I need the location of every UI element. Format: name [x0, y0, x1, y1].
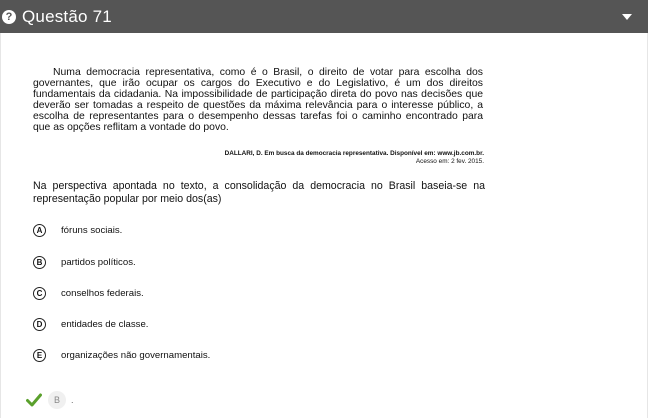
- answer-suffix: .: [71, 395, 74, 405]
- option-letter: D: [33, 318, 46, 331]
- option-text: fóruns sociais.: [61, 224, 123, 236]
- option-letter: B: [33, 256, 46, 269]
- question-statement: Na perspectiva apontada no texto, a consolidação da democracia no Brasil baseia-se na representação popular por meio dos(as): [33, 180, 485, 205]
- option-d[interactable]: [33, 316, 148, 332]
- option-b[interactable]: [33, 254, 136, 270]
- answer-row: [26, 390, 74, 410]
- option-e[interactable]: [33, 347, 210, 363]
- option-a[interactable]: [33, 222, 122, 238]
- answer-letter-badge: B: [48, 391, 66, 409]
- option-text: organizações não governamentais.: [61, 349, 211, 361]
- option-letter: E: [33, 349, 46, 362]
- option-letter: A: [33, 224, 46, 237]
- citation-line-2: Acesso em: 2 fev. 2015.: [415, 158, 484, 165]
- caret-down-icon[interactable]: [622, 14, 632, 20]
- checkmark-icon: [26, 393, 42, 407]
- question-circle-icon: ?: [2, 10, 16, 24]
- option-text: partidos políticos.: [61, 256, 136, 268]
- passage-text: Numa democracia representativa, como é o Brasil, o direito de votar para escolha dos governantes, que irão ocupar os cargos do Executivo e do Legislativo, é um dos direitos fundamentais da cidadania. Na impossibilidade de participação direta do povo nas decisões que deverão ser tomadas a respeito de questões da máxima relevância para o interesse público, a escolha de representantes para o desempenho dessas tarefas foi o caminho encontrado para que as opções reflitam a vontade do povo.: [33, 67, 483, 133]
- citation: [225, 150, 484, 166]
- option-letter: C: [33, 287, 46, 300]
- question-title: Questão 71: [22, 6, 112, 26]
- option-text: conselhos federais.: [61, 287, 144, 299]
- question-header[interactable]: [0, 0, 648, 33]
- option-text: entidades de classe.: [61, 318, 149, 330]
- citation-line-1: DALLARI, D. Em busca da democracia representativa. Disponível em: www.jb.com.br.: [224, 150, 484, 157]
- option-c[interactable]: [33, 285, 144, 301]
